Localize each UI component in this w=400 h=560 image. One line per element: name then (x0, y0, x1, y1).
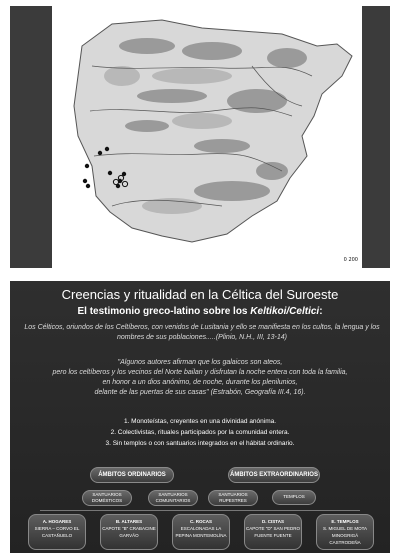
box-rocas-heading: C. ROCAS (189, 519, 212, 524)
box-hogares-text: SIERRA – CORVO EL CASTAÑUELO (34, 526, 80, 538)
quote2-line1: "Algunos autores afirman que los galaicos son ateos, (117, 359, 283, 366)
quote2-line2: pero los celtíberos y los vecinos del Norte bailan y disfrutan la noche entera con toda la familia, (52, 369, 348, 376)
subtitle-prefix: El testimonio greco-latino sobre los (77, 306, 251, 317)
santuarios-rupestres-pill: SANTUARIOS RUPESTRES (208, 490, 258, 506)
box-cistas (244, 514, 302, 550)
santuarios-domesticos-pill: SANTUARIOS DOMÉSTICOS (82, 490, 132, 506)
box-rocas (172, 514, 230, 550)
ambitos-extraordinarios-pill: ÁMBITOS EXTRAORDINARIOS (228, 467, 320, 483)
box-altares-text: CAPOTE "B" CRABACINE GARVÃO (102, 526, 156, 538)
box-altares (100, 514, 158, 550)
box-templos-text: S. MIGUEL DE MOTA MINOGRIGÁ CASTRODEÑA (322, 526, 367, 545)
box-rocas-text: ESCALONADAS LA PEPINA MONTEMOLÍNA (175, 526, 227, 538)
map-slide (10, 6, 390, 268)
slide-subtitle (10, 306, 390, 317)
point-1: 1. Monoteístas, creyentes en una divinidad anónima. (123, 418, 277, 425)
slide-title: Creencias y ritualidad en la Céltica del Suroeste (61, 287, 339, 302)
quote-plinio: Los Célticos, oriundos de los Celtíberos, con venidos de Lusitania y ello se manifiesta en los cultos, la lengua y los nombres de sus poblaciones.....(Plinio, N.H., III, 13-14) (24, 324, 380, 341)
box-hogares (28, 514, 86, 550)
quote2-line3: en honor a un dios anónimo, de noche, durante los plenilunios, (102, 379, 298, 386)
box-hogares-heading: A. HOGARES (42, 519, 72, 524)
box-cistas-heading: D. CISTAS (262, 519, 284, 524)
quote2-line4: delante de las puertas de sus casas" (Estrabón, Geografía III.4, 16). (94, 389, 306, 396)
subtitle-emphasis: Keltikoi/Celtici (250, 306, 320, 317)
box-cistas-text: CAPOTE "D" SAN PEDRO FUENTE FUENTE (246, 526, 300, 538)
quote-estrabon (30, 358, 370, 398)
box-altares-heading: B. ALTARES (115, 519, 143, 524)
box-templos-heading: E. TEMPLOS (331, 519, 359, 524)
point-3: 3. Sin templos o con santuarios integrados en el hábitat ordinario. (105, 440, 295, 447)
subtitle-suffix: : (319, 306, 323, 317)
point-2: 2. Colectivistas, rituales participados por la comunidad entera. (110, 429, 290, 436)
box-templos (316, 514, 374, 550)
iberia-map (52, 6, 362, 268)
map-scale: 0 200 (343, 257, 358, 263)
presentation-slide (10, 281, 390, 553)
ambitos-ordinarios-pill: ÁMBITOS ORDINARIOS (90, 467, 174, 483)
key-points (50, 416, 350, 449)
santuarios-comunitarios-pill: SANTUARIOS COMUNITARIOS (148, 490, 198, 506)
templos-pill: TEMPLOS (272, 490, 316, 505)
iberia-map-graphic (52, 6, 362, 268)
connector-line (40, 510, 360, 511)
